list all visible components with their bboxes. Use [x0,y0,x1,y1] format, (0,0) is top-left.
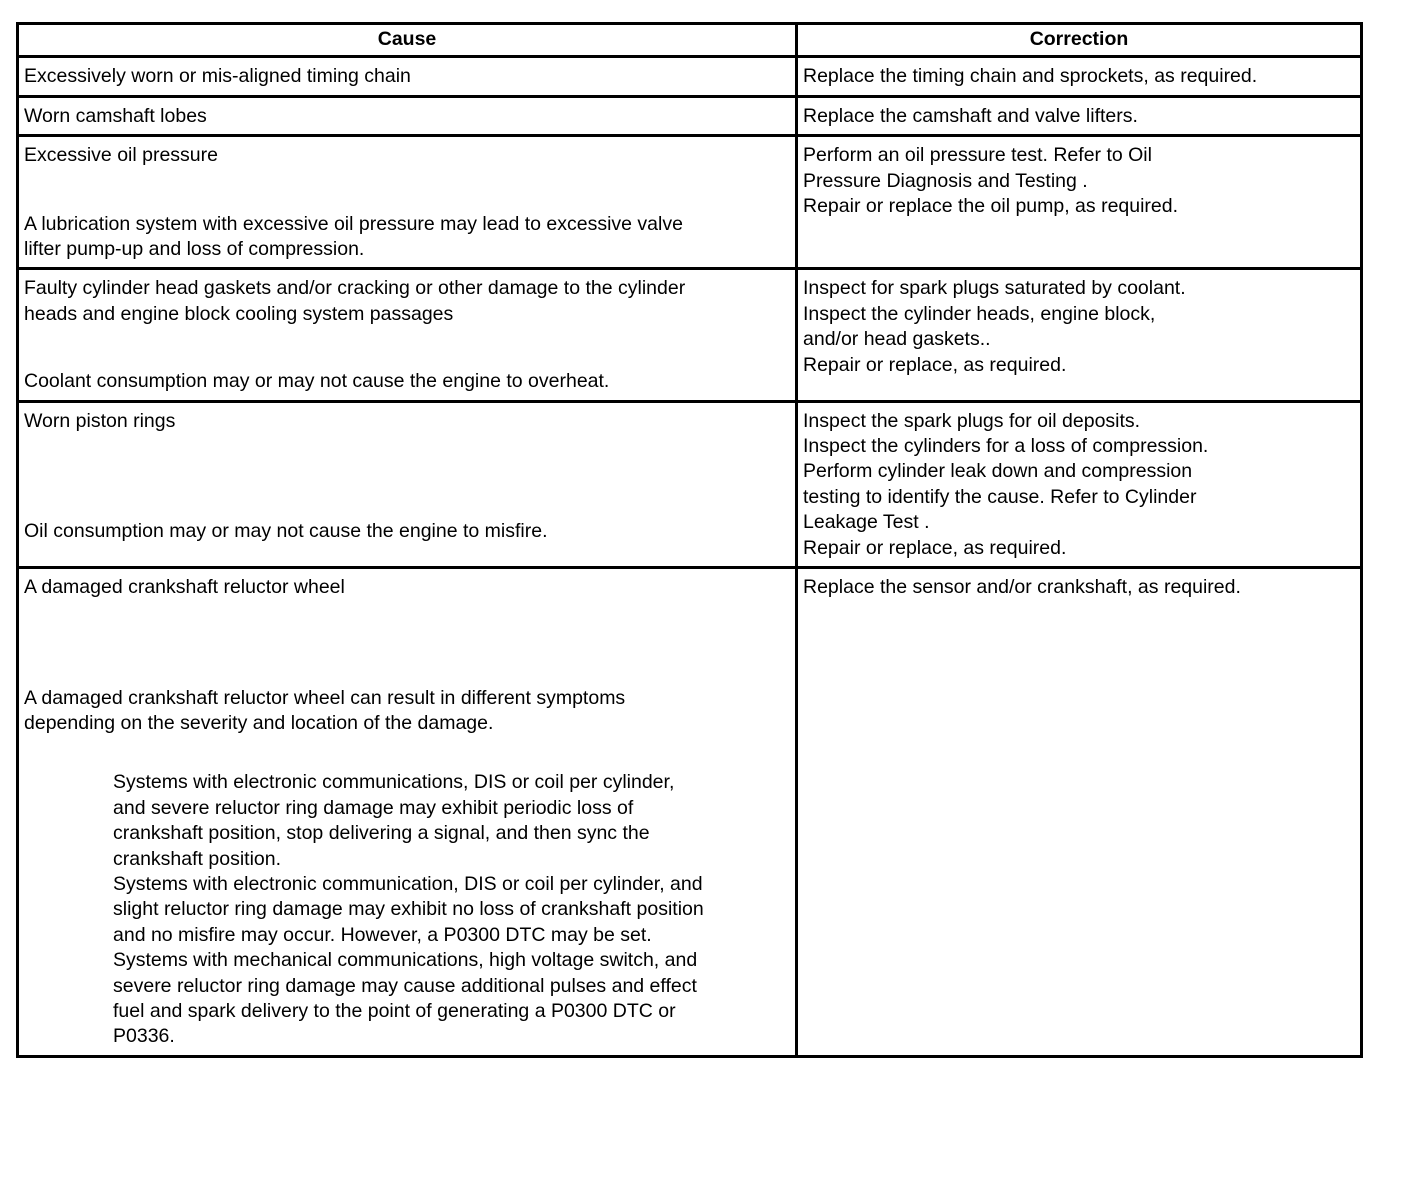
list-item: Systems with mechanical communications, high voltage switch, and [113,949,698,972]
table-row [18,96,1362,135]
cause-cell [18,401,797,567]
cause-note: Oil consumption may or may not cause the engine to misfire. [24,520,548,543]
cause-text: Excessive oil pressure [24,144,218,167]
cause-cell [18,57,797,96]
cause-text: Faulty cylinder head gaskets and/or cracking or other damage to the cylinder [24,277,686,300]
list-item: P0336. [113,1025,175,1048]
cause-note: A damaged crankshaft reluctor wheel can result in different symptoms [24,686,626,709]
cause-cell [18,269,797,401]
correction-cell [797,568,1362,1057]
correction-text: Replace the timing chain and sprockets, as required. [803,65,1258,88]
correction-cell [797,96,1362,135]
list-item: and severe reluctor ring damage may exhibit periodic loss of [113,796,634,819]
table-row [18,568,1362,1057]
correction-step: and/or head gaskets.. [803,328,991,351]
correction-cell [797,136,1362,269]
table-row [18,401,1362,567]
correction-step: Repair or replace the oil pump, as required. [803,195,1179,218]
correction-step: Inspect for spark plugs saturated by coolant. [803,277,1186,300]
cause-note: A lubrication system with excessive oil pressure may lead to excessive valve [24,212,683,235]
cause-note: lifter pump-up and loss of compression. [24,238,365,261]
list-item: slight reluctor ring damage may exhibit no loss of crankshaft position [113,898,704,921]
diagnostic-table [16,22,1363,1058]
cause-cell [18,96,797,135]
correction-step: Inspect the cylinders for a loss of compression. [803,435,1209,458]
header-correction: Correction [797,24,1362,57]
list-item: and no misfire may occur. However, a P0300 DTC may be set. [113,923,652,946]
cause-note: Coolant consumption may or may not cause the engine to overheat. [24,370,610,393]
correction-step: Inspect the cylinder heads, engine block, [803,302,1156,325]
correction-step: Repair or replace, as required. [803,536,1067,559]
correction-step: Inspect the spark plugs for oil deposits. [803,409,1141,432]
cause-cell [18,568,797,1057]
table-row [18,136,1362,269]
cause-text: Excessively worn or mis-aligned timing chain [24,65,411,88]
header-cause: Cause [18,24,797,57]
correction-cell [797,269,1362,401]
table-row [18,269,1362,401]
list-item: crankshaft position, stop delivering a signal, and then sync the [113,822,650,845]
list-item: fuel and spark delivery to the point of generating a P0300 DTC or [113,999,676,1022]
cause-text: Worn camshaft lobes [24,104,207,127]
correction-cell [797,57,1362,96]
list-item: severe reluctor ring damage may cause additional pulses and effect [113,974,697,997]
cause-text: A damaged crankshaft reluctor wheel [24,576,345,599]
correction-step: Perform cylinder leak down and compression [803,460,1193,483]
correction-text: Replace the camshaft and valve lifters. [803,104,1138,127]
list-item: Systems with electronic communication, DIS or coil per cylinder, and [113,872,703,895]
list-item: Systems with electronic communications, DIS or coil per cylinder, [113,771,675,794]
cause-text: heads and engine block cooling system passages [24,302,454,325]
correction-step: Repair or replace, as required. [803,353,1067,376]
correction-step: Perform an oil pressure test. Refer to Oil [803,144,1152,167]
header-row [18,24,1362,57]
cause-sub-list [24,770,791,1049]
correction-step: testing to identify the cause. Refer to Cylinder [803,485,1197,508]
correction-step: Leakage Test . [803,511,930,534]
correction-cell [797,401,1362,567]
list-item: crankshaft position. [113,847,282,870]
cause-note: depending on the severity and location of the damage. [24,711,494,734]
table-row [18,57,1362,96]
cause-text: Worn piston rings [24,409,176,432]
cause-cell [18,136,797,269]
correction-step: Pressure Diagnosis and Testing . [803,169,1088,192]
correction-text: Replace the sensor and/or crankshaft, as required. [803,576,1241,599]
